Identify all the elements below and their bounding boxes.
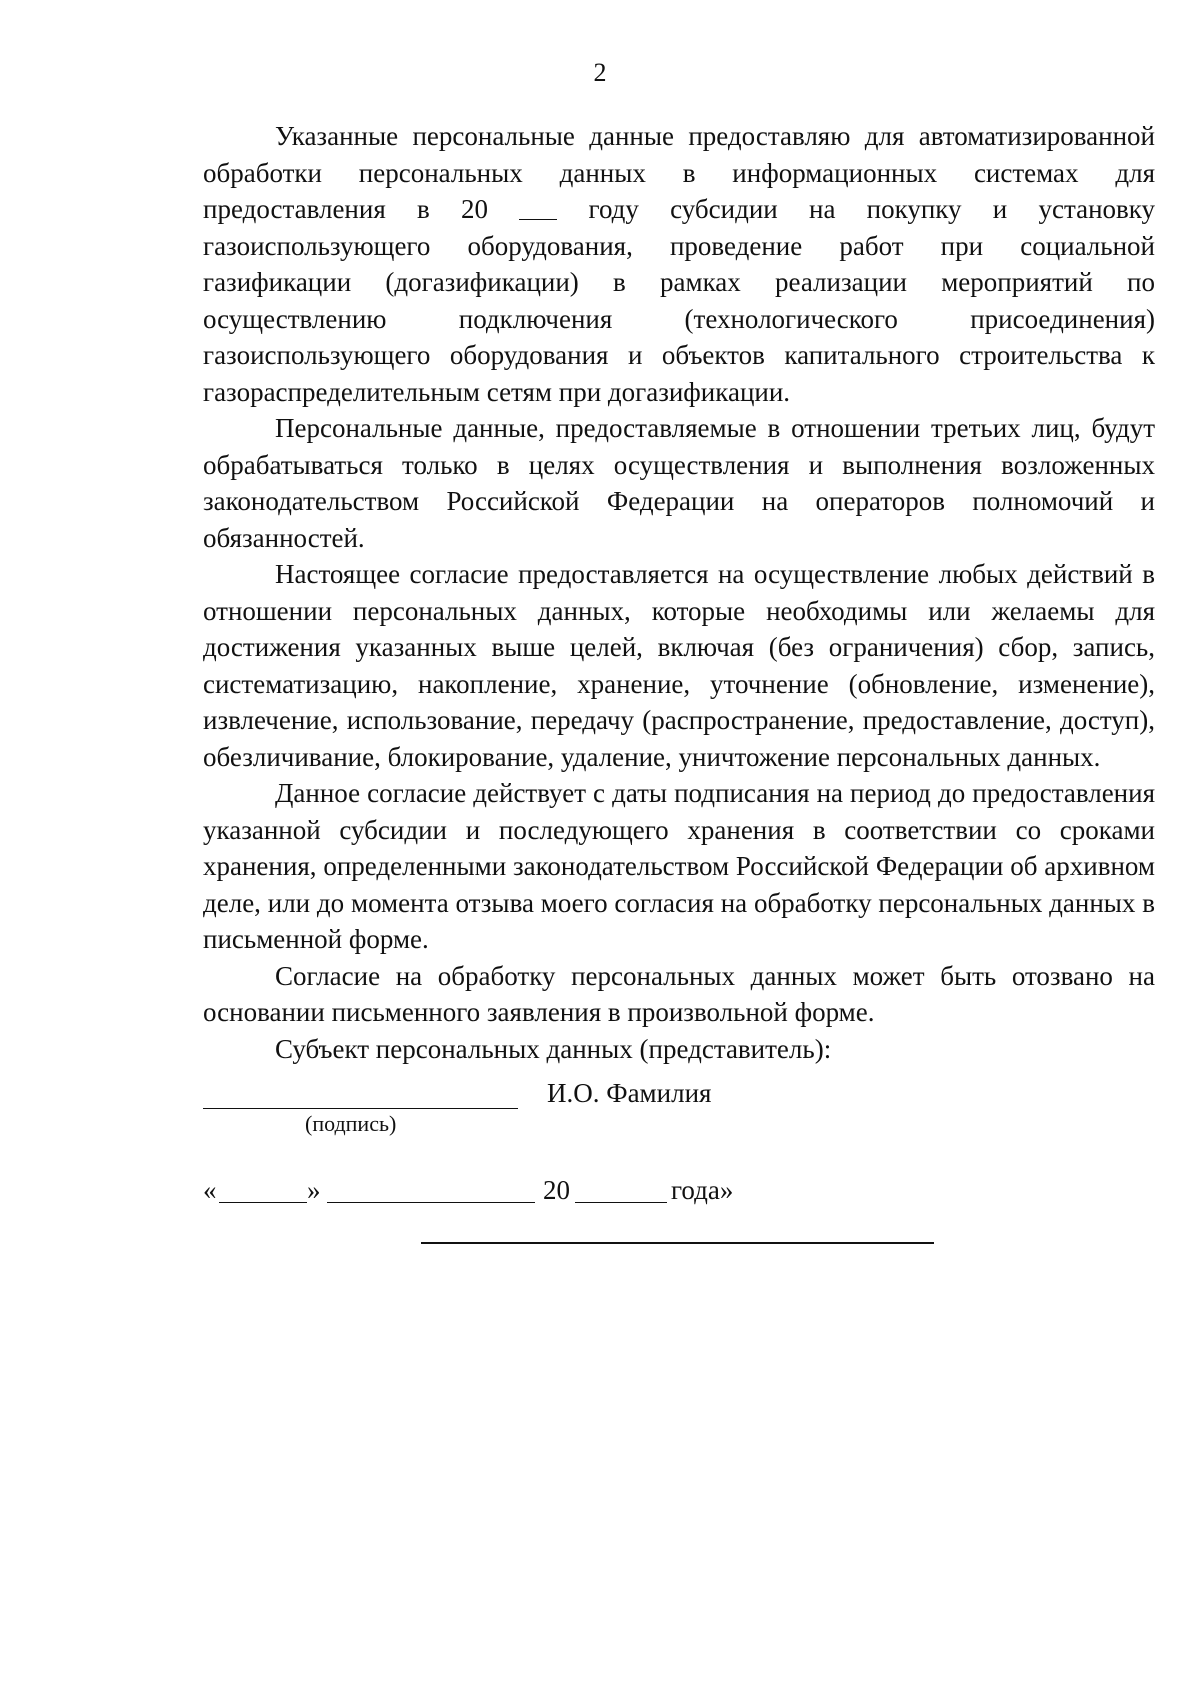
- date-century: 20: [543, 1175, 570, 1205]
- paragraph-purpose: [203, 118, 1155, 410]
- signatory-name: И.О. Фамилия: [547, 1078, 712, 1108]
- paragraph-validity: Данное согласие действует с даты подписания на период до предоставления указанной субсидии и последующего хранения в соответствии со сроками хранения, определенными законодательством Российской Федерации об архивном деле, или до момента отзыва моего согласия на обработку персональных данных в письменной форме.: [203, 778, 1155, 954]
- signature-caption: (подпись): [305, 1111, 397, 1136]
- page-number: 2: [593, 58, 607, 87]
- date-close-quote: »: [307, 1175, 321, 1205]
- consent-body: [203, 118, 1155, 1067]
- paragraph-third-parties: Персональные данные, предоставляемые в отношении третьих лиц, будут обрабатываться только в целях осуществления и выполнения возложенных законодательством Российской Федерации на операторов полномочий и обязанностей.: [203, 413, 1155, 553]
- date-open-quote: «: [203, 1175, 217, 1205]
- signature-line[interactable]: [203, 1108, 518, 1109]
- paragraph-purpose-start: Указанные персональные данные предоставляю для автоматизированной обработки персональных данных в информационных системах для предоставления в 20: [203, 121, 1155, 224]
- closing-divider: [421, 1242, 934, 1244]
- year-blank[interactable]: [519, 192, 557, 220]
- date-year-blank[interactable]: [575, 1173, 667, 1203]
- paragraph-purpose-end: году субсидии на покупку и установку газоиспользующего оборудования, проведение работ при социальной газификации (догазификации) в рамках реализации мероприятий по осуществлению подключения (технологического присоединения) газоиспользующего оборудования и объектов капитального строительства к газораспределительным сетям при догазификации.: [203, 194, 1156, 407]
- paragraph-actions: Настоящее согласие предоставляется на осуществление любых действий в отношении персональных данных, которые необходимы или желаемы для достижения указанных выше целей, включая (без ограничения) сбор, запись, систематизацию, накопление, хранение, уточнение (обновление, изменение), извлечение, использование, передачу (распространение, предоставление, доступ), обезличивание, блокирование, удаление, уничтожение персональных данных.: [203, 559, 1155, 772]
- date-day-blank[interactable]: [219, 1173, 307, 1203]
- paragraph-subject: Субъект персональных данных (представитель):: [275, 1033, 832, 1064]
- date-month-blank[interactable]: [327, 1173, 535, 1203]
- paragraph-revocation: Согласие на обработку персональных данных может быть отозвано на основании письменного заявления в произвольной форме.: [203, 960, 1155, 1027]
- date-suffix: года»: [671, 1175, 734, 1205]
